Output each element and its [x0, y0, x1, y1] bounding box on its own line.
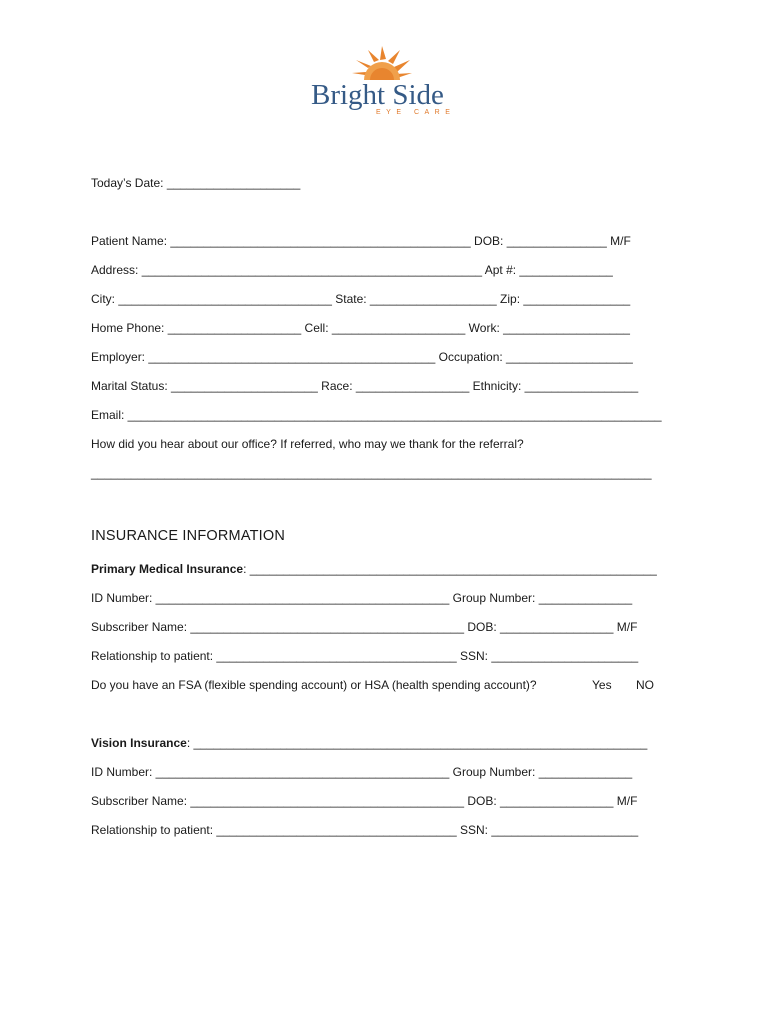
primary-relationship-field[interactable]: Relationship to patient: ____________________________________ SSN: ______________________ [91, 649, 639, 663]
logo-tagline: EYE CARE [376, 109, 456, 116]
primary-insurance-field[interactable] [91, 562, 657, 576]
vision-insurance-label: Vision Insurance [91, 736, 187, 750]
vision-insurance-field[interactable] [91, 736, 647, 750]
fsa-no-option[interactable]: NO [636, 678, 654, 692]
referral-question: How did you hear about our office? If referred, who may we thank for the referral? [91, 437, 524, 451]
referral-line[interactable]: ____________________________________________________________________________________ [91, 466, 652, 480]
phone-fields[interactable]: Home Phone: ____________________ Cell: ____________________ Work: ___________________ [91, 321, 630, 335]
primary-id-group-field[interactable]: ID Number: ____________________________________________ Group Number: ______________ [91, 591, 633, 605]
vision-insurance-line[interactable]: : ____________________________________________________________________ [186, 736, 648, 750]
fsa-question: Do you have an FSA (flexible spending account) or HSA (health spending account)? [91, 678, 537, 692]
address-field[interactable]: Address: ___________________________________________________ Apt #: ______________ [91, 263, 613, 277]
fsa-yes-option[interactable]: Yes [592, 678, 612, 692]
bright-side-logo [308, 46, 468, 122]
email-field[interactable]: Email: ________________________________________________________________________________ [91, 408, 662, 422]
vision-relationship-field[interactable]: Relationship to patient: ____________________________________ SSN: ______________________ [91, 823, 639, 837]
todays-date-field[interactable]: Today’s Date: ____________________ [91, 176, 301, 190]
vision-id-group-field[interactable]: ID Number: ____________________________________________ Group Number: ______________ [91, 765, 633, 779]
city-state-zip-field[interactable]: City: ________________________________ State: ___________________ Zip: ________________ [91, 292, 631, 306]
insurance-section-title: INSURANCE INFORMATION [91, 528, 286, 544]
vision-subscriber-field[interactable]: Subscriber Name: _________________________________________ DOB: _________________ M/F [91, 794, 638, 808]
primary-insurance-label: Primary Medical Insurance [91, 562, 244, 576]
primary-subscriber-field[interactable]: Subscriber Name: _________________________________________ DOB: _________________ M/F [91, 620, 638, 634]
logo-name: Bright Side [311, 79, 444, 111]
marital-race-ethnicity-field[interactable]: Marital Status: ______________________ Race: _________________ Ethnicity: _________________ [91, 379, 639, 393]
employer-field[interactable]: Employer: ___________________________________________ Occupation: ___________________ [91, 350, 633, 364]
primary-insurance-line[interactable]: : _____________________________________________________________ [243, 562, 657, 576]
patient-name-field[interactable]: Patient Name: _____________________________________________ DOB: _______________ M/F [91, 234, 631, 248]
